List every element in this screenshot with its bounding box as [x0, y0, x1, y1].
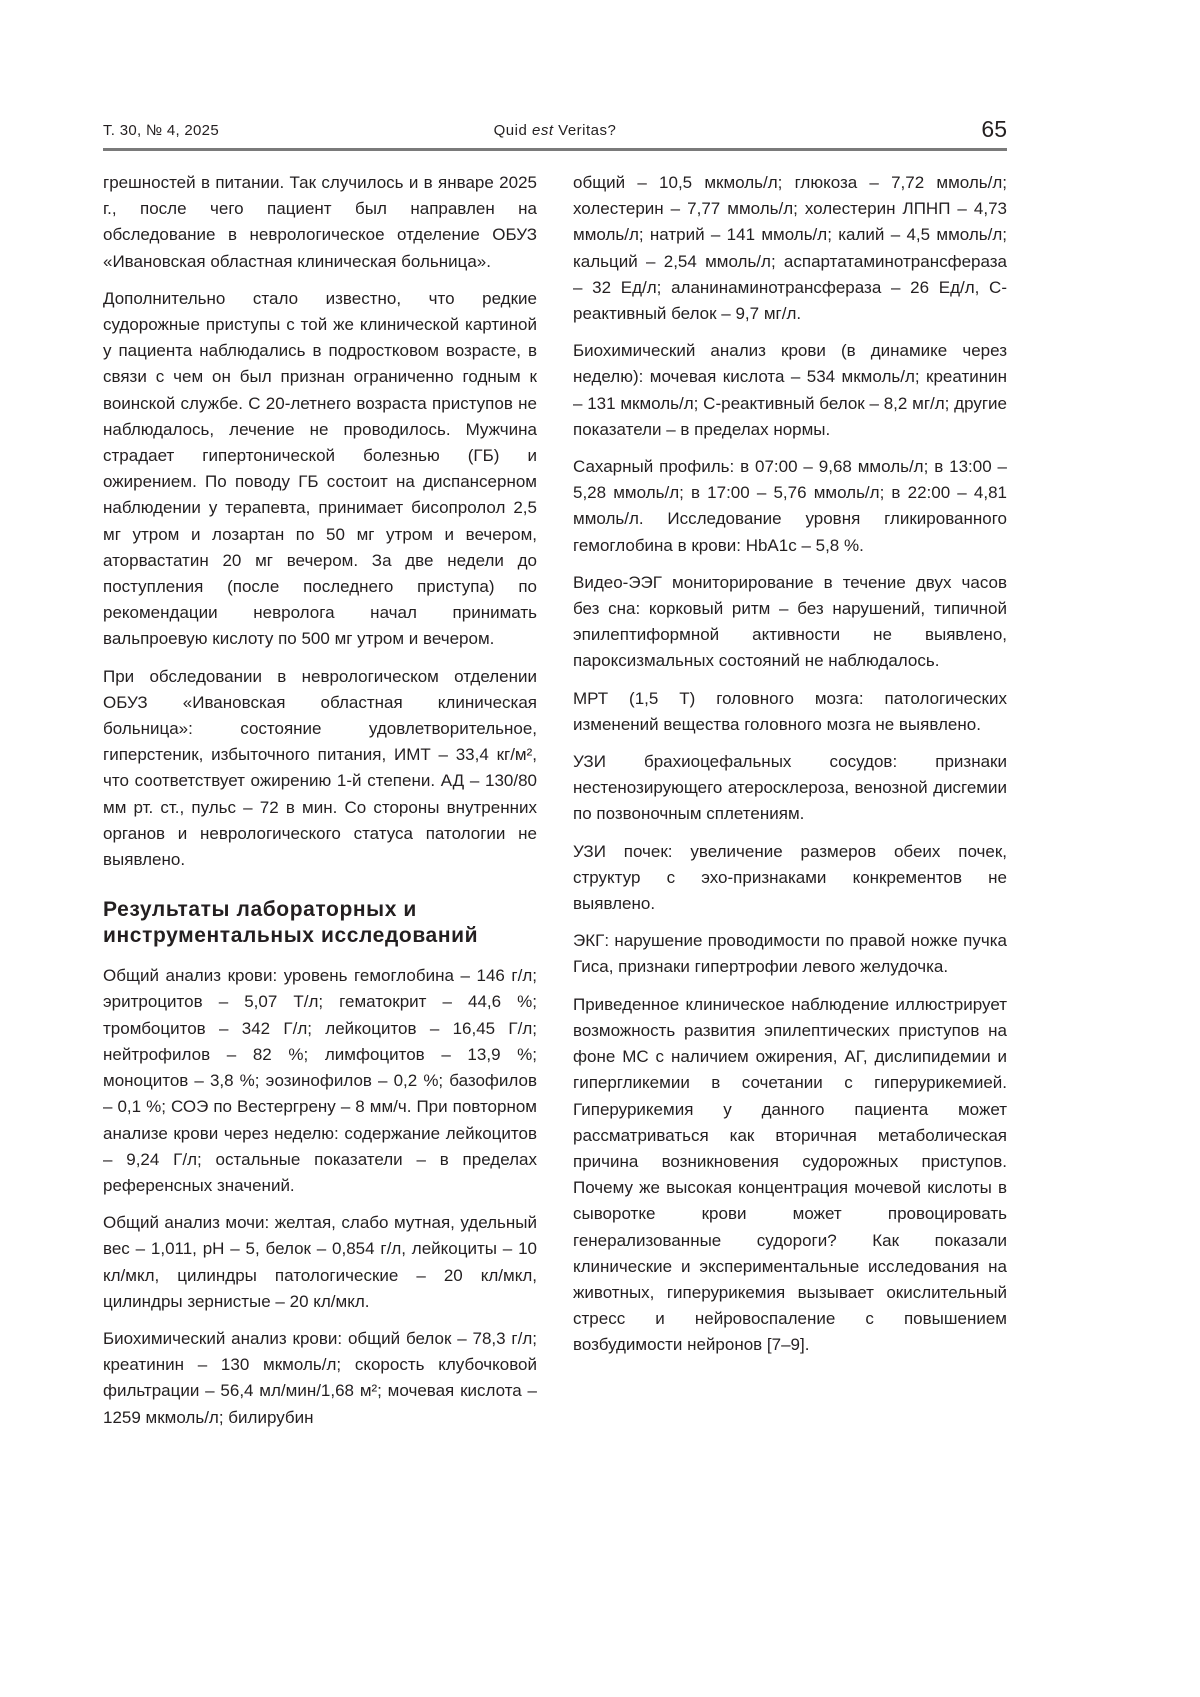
- journal-title-em: est: [531, 122, 554, 139]
- journal-title-pre: Quid: [493, 122, 532, 139]
- paragraph: Биохимический анализ крови: общий белок – 78,3 г/л; креатинин – 130 мкмоль/л; скорость клубочковой фильтрации – 56,4 мл/мин/1,68 м²; мочевая кислота – 1259 мкмоль/л; билирубин: [103, 1328, 537, 1427]
- paragraph: При обследовании в неврологическом отделении ОБУЗ «Ивановская областная клиническая больница»: состояние удовлетворительное, гиперстеник, избыточного питания, ИМТ – 33,4 кг/м², что соответствует ожирению 1-й степени. АД – 130/80 мм рт. ст., пульс – 72 в мин. Со стороны внутренних органов и неврологического статуса патологии не выявлено.: [103, 666, 537, 870]
- journal-title: [103, 122, 1007, 139]
- running-header: [103, 118, 1007, 148]
- paragraph: УЗИ брахиоцефальных сосудов: признаки нестенозирующего атеросклероза, венозной дисгемии по позвоночным сплетениям.: [573, 752, 1007, 824]
- paragraph: общий – 10,5 мкмоль/л; глюкоза – 7,72 ммоль/л; холестерин – 7,77 ммоль/л; холестерин ЛПНП – 4,73 ммоль/л; натрий – 141 ммоль/л; калий – 4,5 ммоль/л; кальций – 2,54 ммоль/л; аспартатаминотрансфераза – 32 Ед/л; аланинаминотрансфераза – 26 Ед/л, С-реактивный белок – 9,7 мг/л.: [573, 173, 1007, 324]
- paragraph: Приведенное клиническое наблюдение иллюстрирует возможность развития эпилептических приступов на фоне МС с наличием ожирения, АГ, дислипидемии и гипергликемии в сочетании с гиперурикемией. Гиперурикемия у данного пациента может рассматриваться как вторичная метаболическая причина возникновения судорожных приступов. Почему же высокая концентрация мочевой кислоты в сыворотке крови может провоцировать генерализованные судороги? Как показали клинические и экспериментальные исследования на животных, гиперурикемия вызывает окислительный стресс и нейровоспаление с повышением возбудимости нейронов [7–9].: [573, 994, 1007, 1355]
- paragraph: грешностей в питании. Так случилось и в январе 2025 г., после чего пациент был направлен на обследование в неврологическое отделение ОБУЗ «Ивановская областная клиническая больница».: [103, 173, 537, 271]
- paragraph: МРТ (1,5 Т) головного мозга: патологических изменений вещества головного мозга не выявлено.: [573, 688, 1007, 734]
- page-number: 65: [981, 116, 1007, 142]
- paragraph: Сахарный профиль: в 07:00 – 9,68 ммоль/л; в 13:00 – 5,28 ммоль/л; в 17:00 – 5,76 ммоль/л; в 22:00 – 4,81 ммоль/л. Исследование уровня гликированного гемоглобина в крови: HbA1c – 5,8 %.: [573, 457, 1007, 555]
- paragraph: Общий анализ крови: уровень гемоглобина – 146 г/л; эритроцитов – 5,07 Т/л; гематокрит – 44,6 %; тромбоцитов – 342 Г/л; лейкоцитов – 16,45 Г/л; нейтрофилов – 82 %; лимфоцитов – 13,9 %; моноцитов – 3,8 %; эозинофилов – 0,2 %; базофилов – 0,1 %; СОЭ по Вестергрену – 8 мм/ч. При повторном анализе крови через неделю: содержание лейкоцитов – 9,24 Г/л; остальные показатели – в пределах референсных значений.: [103, 966, 537, 1195]
- paragraph: Биохимический анализ крови (в динамике через неделю): мочевая кислота – 534 мкмоль/л; креатинин – 131 мкмоль/л; С-реактивный белок – 8,2 мг/л; другие показатели – в пределах нормы.: [573, 341, 1007, 439]
- section-heading: Результаты лабораторных и инструментальных исследований: [103, 898, 479, 948]
- issue-info: Т. 30, № 4, 2025: [103, 122, 219, 139]
- paragraph: ЭКГ: нарушение проводимости по правой ножке пучка Гиса, признаки гипертрофии левого желудочка.: [573, 931, 1007, 977]
- paragraph: Общий анализ мочи: желтая, слабо мутная, удельный вес – 1,011, pH – 5, белок – 0,854 г/л, лейкоциты – 10 кл/мкл, цилиндры патологические – 20 кл/мкл, цилиндры зернистые – 20 кл/мкл.: [103, 1213, 537, 1311]
- paragraph: Дополнительно стало известно, что редкие судорожные приступы с той же клинической картиной у пациента наблюдались в подростковом возрасте, в связи с чем он был признан ограниченно годным к воинской службе. С 20-летнего возраста приступов не наблюдалось, лечение не проводилось. Мужчина страдает гипертонической болезнью (ГБ) и ожирением. По поводу ГБ состоит на диспансерном наблюдении у терапевта, принимает бисопролол 2,5 мг утром и лозартан по 50 мг утром и вечером, аторвастатин 20 мг вечером. За две недели до поступления (после последнего приступа) по рекомендации невролога начал принимать вальпроевую кислоту по 500 мг утром и вечером.: [103, 288, 537, 649]
- left-column: [103, 170, 537, 1442]
- right-column: [573, 170, 1007, 1370]
- journal-title-post: Veritas?: [553, 122, 617, 139]
- paragraph: Видео-ЭЭГ мониторирование в течение двух часов без сна: корковый ритм – без нарушений, типичной эпилептиформной активности не выявлено, пароксизмальных состояний не наблюдалось.: [573, 572, 1007, 671]
- header-rule: [103, 148, 1007, 151]
- paragraph: УЗИ почек: увеличение размеров обеих почек, структур с эхо-признаками конкрементов не выявлено.: [573, 841, 1007, 914]
